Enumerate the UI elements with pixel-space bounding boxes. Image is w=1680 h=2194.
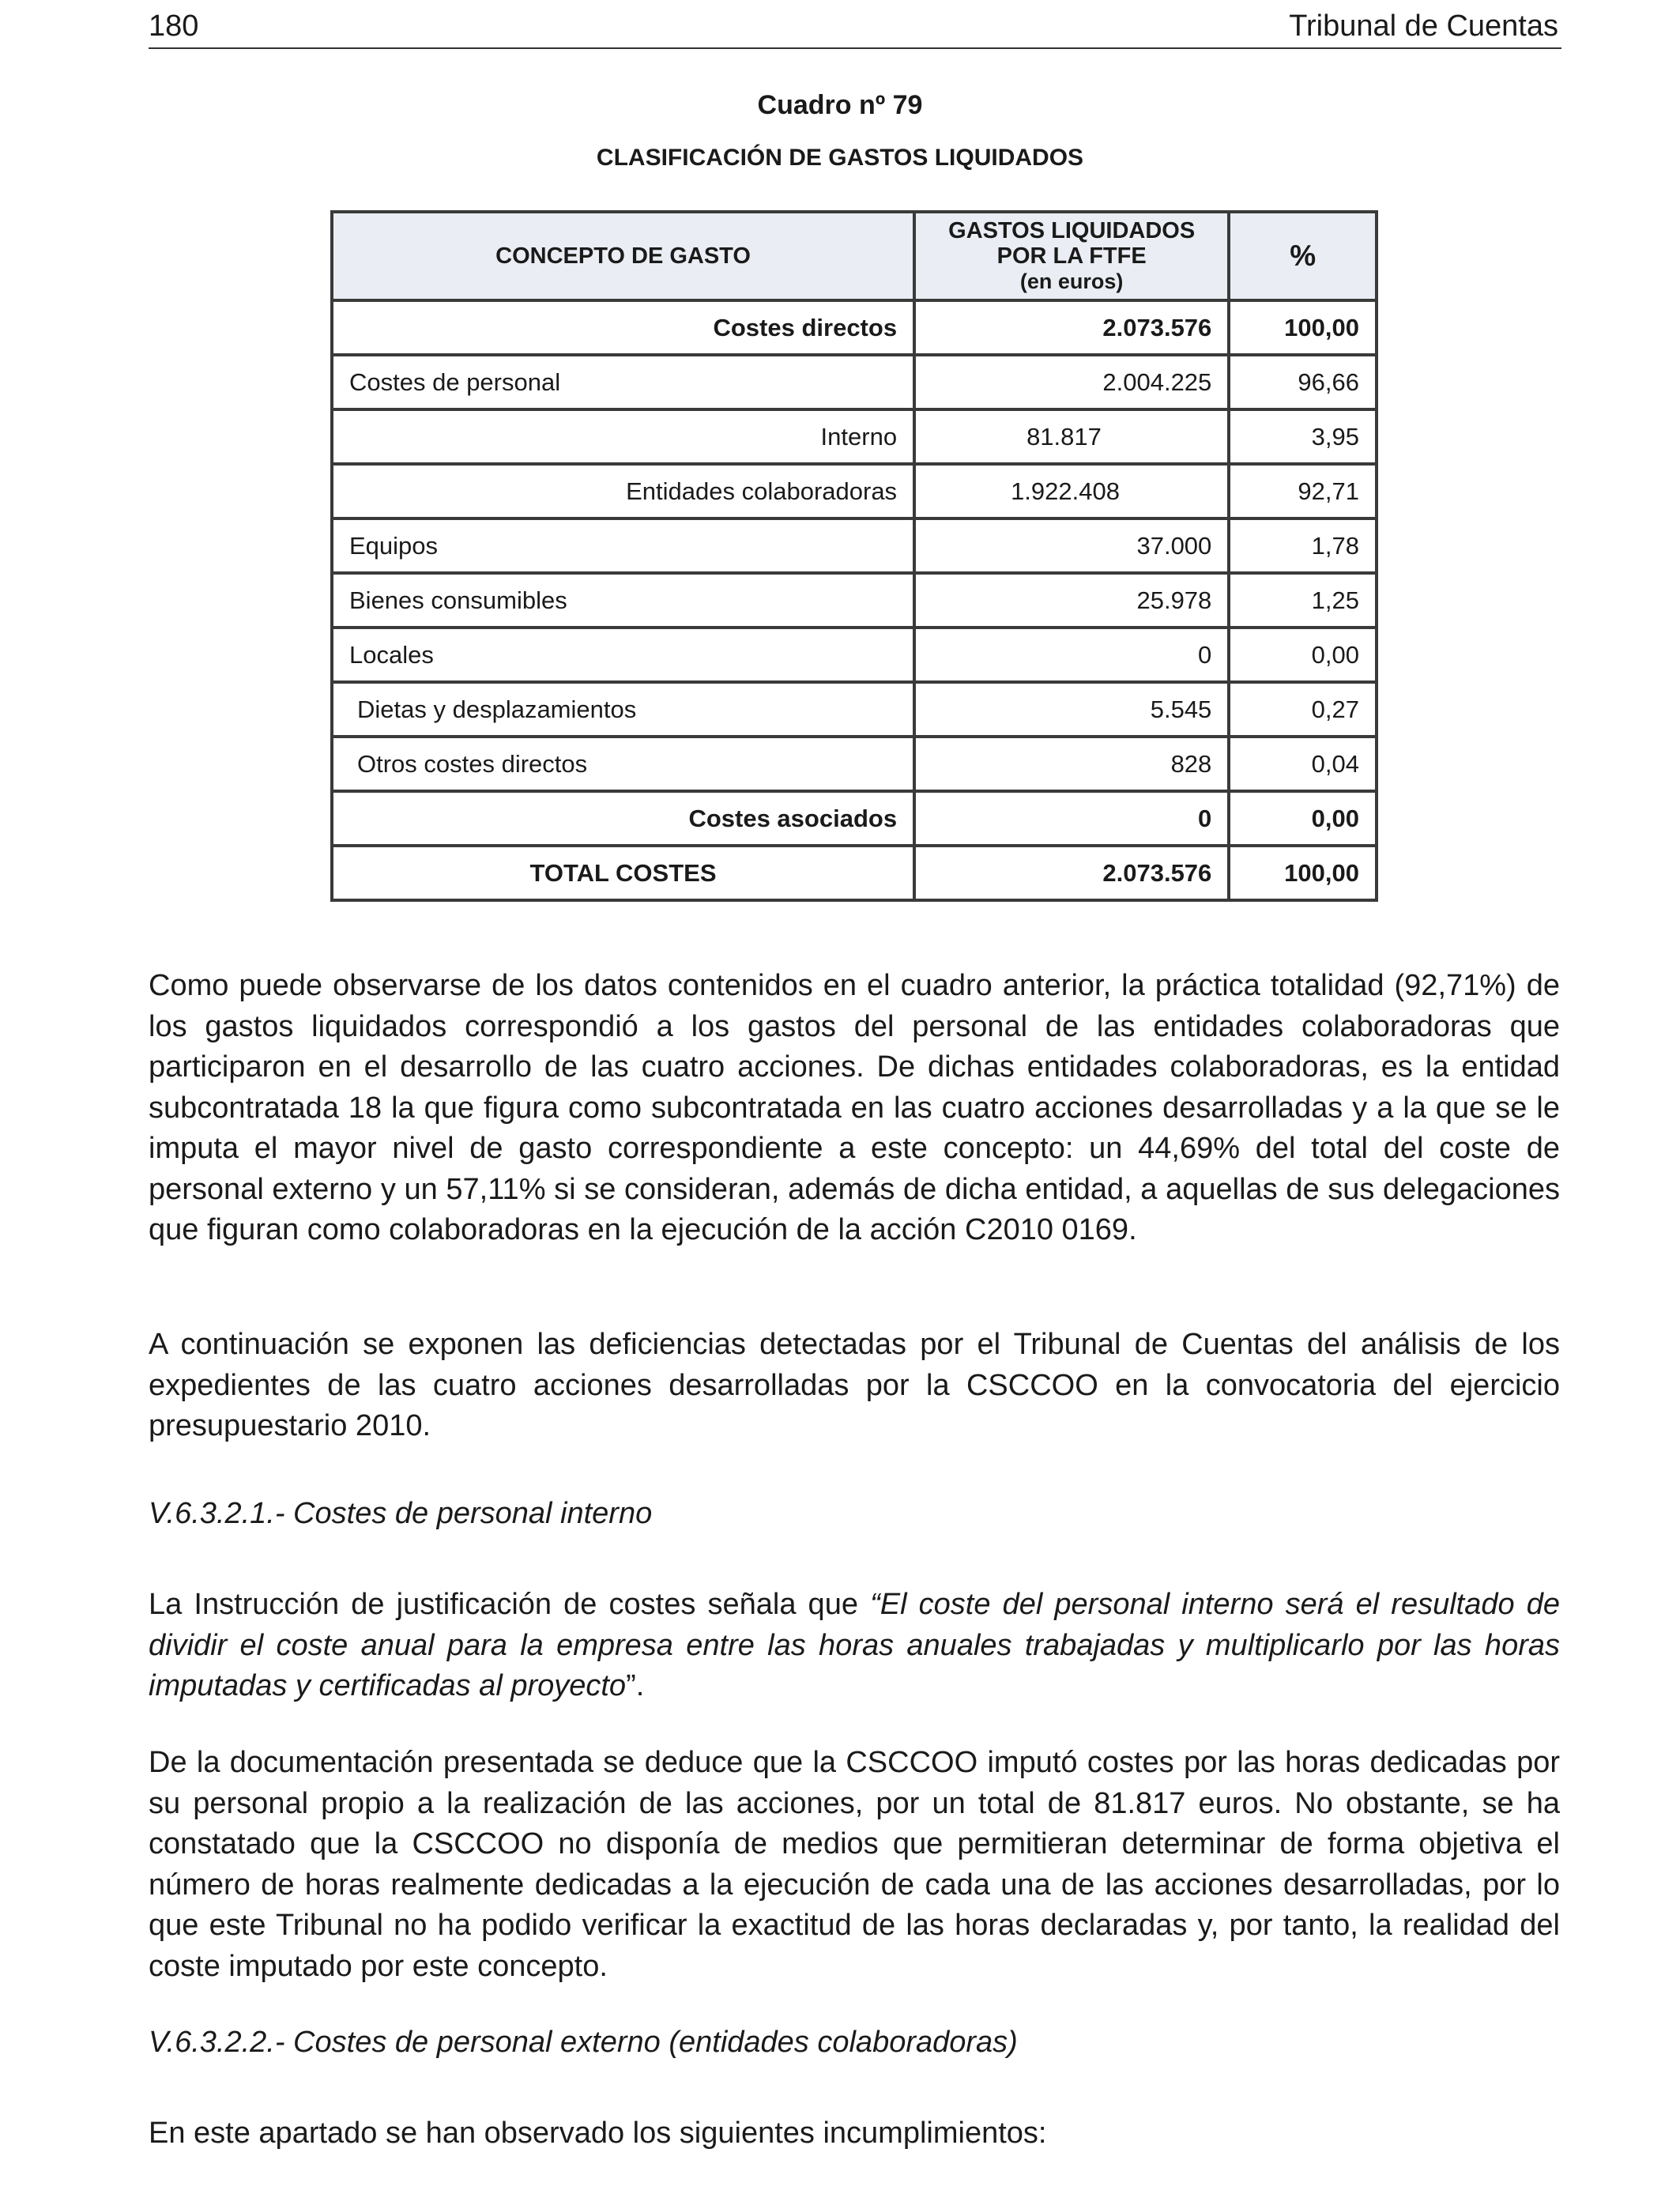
paragraph-2: [149, 1325, 1560, 1447]
row-concept: Costes directos: [332, 300, 914, 355]
row-percent: 100,00: [1229, 846, 1377, 900]
table-row: [332, 300, 1377, 355]
table-title: CLASIFICACIÓN DE GASTOS LIQUIDADOS: [596, 145, 1084, 171]
row-amount: 0: [914, 628, 1229, 682]
row-percent: 0,00: [1229, 791, 1377, 846]
row-amount: 0: [914, 791, 1229, 846]
table-row: [332, 791, 1377, 846]
row-concept: Entidades colaboradoras: [332, 464, 914, 518]
row-amount: 5.545: [914, 682, 1229, 737]
table-number: Cuadro nº 79: [757, 90, 923, 120]
row-percent: 0,27: [1229, 682, 1377, 737]
table-row: [332, 737, 1377, 791]
row-percent: 100,00: [1229, 300, 1377, 355]
row-amount: 828: [914, 737, 1229, 791]
row-concept: Costes asociados: [332, 791, 914, 846]
header-percent: %: [1229, 212, 1377, 300]
table-row: [332, 682, 1377, 737]
paragraph-1-text: Como puede observarse de los datos contenidos en el cuadro anterior, la práctica totalidad (92,71%) de los gastos liquidados correspondió a los gastos del personal de las entidades colaboradoras que participaron en el desarrollo de las cuatro acciones. De dichas entidades colaboradoras, es la entidad subcontratada 18 la que figura como subcontratada en las cuatro acciones desarrolladas y a la que se le imputa el mayor nivel de gasto correspondiente a este concepto: un 44,69% del total del coste de personal externo y un 57,11% si se consideran, además de dicha entidad, a aquellas de sus delegaciones que figuran como colaboradoras en la ejecución de la acción C2010 0169.: [149, 969, 1560, 1246]
section-heading-2: V.6.3.2.2.- Costes de personal externo (entidades colaboradoras): [149, 2026, 1018, 2059]
row-amount: 37.000: [914, 518, 1229, 573]
header-amount-line3: (en euros): [1019, 270, 1124, 293]
header-amount: [914, 212, 1229, 300]
row-concept: Equipos: [332, 518, 914, 573]
table-row: [332, 409, 1377, 464]
paragraph-3: [149, 1585, 1560, 1707]
paragraph-4: [149, 1743, 1560, 1987]
paragraph-3-end: ”.: [626, 1669, 645, 1702]
header-amount-line1: GASTOS LIQUIDADOS: [948, 218, 1196, 243]
table-row: [332, 518, 1377, 573]
row-concept: TOTAL COSTES: [332, 846, 914, 900]
row-amount: 2.004.225: [914, 355, 1229, 409]
row-percent: 3,95: [1229, 409, 1377, 464]
row-concept: Interno: [332, 409, 914, 464]
section-heading-1: V.6.3.2.1.- Costes de personal interno: [149, 1497, 653, 1530]
row-concept: Bienes consumibles: [332, 573, 914, 628]
header-amount-line2: POR LA FTFE: [996, 243, 1147, 269]
row-amount: 2.073.576: [914, 846, 1229, 900]
paragraph-5: [149, 2113, 1560, 2154]
paragraph-1: [149, 966, 1560, 1251]
row-concept: Dietas y desplazamientos: [332, 682, 914, 737]
running-title: Tribunal de Cuentas: [1289, 9, 1558, 43]
expenses-table: [330, 210, 1378, 902]
header-concept: CONCEPTO DE GASTO: [332, 212, 914, 300]
table-row: [332, 464, 1377, 518]
row-amount: 1.922.408: [914, 464, 1229, 518]
page-header: [149, 8, 1561, 49]
table-row: [332, 628, 1377, 682]
paragraph-3-text: [149, 1585, 1560, 1707]
row-concept: Otros costes directos: [332, 737, 914, 791]
row-percent: 96,66: [1229, 355, 1377, 409]
row-concept: Costes de personal: [332, 355, 914, 409]
paragraph-5-text: En este apartado se han observado los siguientes incumplimientos:: [149, 2117, 1047, 2150]
paragraph-2-text: A continuación se exponen las deficiencias detectadas por el Tribunal de Cuentas del análisis de los expedientes de las cuatro acciones desarrolladas por la CSCCOO en la convocatoria del ejercicio presupuestario 2010.: [149, 1328, 1560, 1442]
row-amount: 25.978: [914, 573, 1229, 628]
row-percent: 92,71: [1229, 464, 1377, 518]
row-percent: 0,04: [1229, 737, 1377, 791]
paragraph-3-quote: “El coste del personal interno será el resultado de dividir el coste anual para la empresa entre las horas anuales trabajadas y multiplicarlo por las horas imputadas y certificadas al proyecto: [149, 1588, 1560, 1702]
row-concept: Locales: [332, 628, 914, 682]
page-number: 180: [149, 9, 199, 43]
row-percent: 0,00: [1229, 628, 1377, 682]
row-amount: 81.817: [914, 409, 1229, 464]
table-header-row: [332, 212, 1377, 300]
paragraph-3-lead: La Instrucción de justificación de costes señala que: [149, 1588, 871, 1621]
paragraph-4-text: De la documentación presentada se deduce que la CSCCOO imputó costes por las horas dedicadas por su personal propio a la realización de las acciones, por un total de 81.817 euros. No obstante, se ha constatado que la CSCCOO no disponía de medios que permitieran determinar de forma objetiva el número de horas realmente dedicadas a la ejecución de cada una de las acciones desarrolladas, por lo que este Tribunal no ha podido verificar la exactitud de las horas declaradas y, por tanto, la realidad del coste imputado por este concepto.: [149, 1746, 1560, 1983]
table-row: [332, 573, 1377, 628]
row-percent: 1,25: [1229, 573, 1377, 628]
row-percent: 1,78: [1229, 518, 1377, 573]
table-row: [332, 846, 1377, 900]
row-amount: 2.073.576: [914, 300, 1229, 355]
table-row: [332, 355, 1377, 409]
